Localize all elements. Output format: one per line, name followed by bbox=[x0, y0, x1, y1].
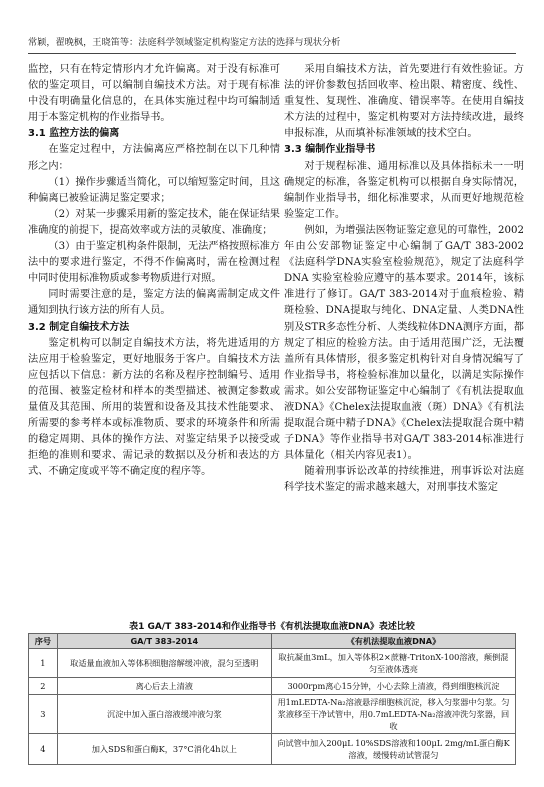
table-cell-guide: 向试管中加入200μL 10%SDS溶液和100μL 2mg/mL蛋白酶K溶液，缓慢转动试管混匀 bbox=[271, 734, 515, 765]
table-cell-no: 2 bbox=[29, 678, 58, 695]
body-paragraph: （3）由于鉴定机构条件限制，无法严格按照标准方法中的要求进行鉴定，不得不作偏离时，需在检测过程中同时使用标准物质或参考物质进行对照。 bbox=[28, 241, 280, 285]
table-cell-standard: 离心后去上清液 bbox=[57, 678, 271, 695]
body-paragraph: 随着刑事诉讼改革的持续推进，刑事诉讼对法庭科学技术鉴定的需求越来越大，对刑事技术鉴定 bbox=[284, 466, 524, 494]
table-cell-standard: 加入SDS和蛋白酶K，37°C消化4h以上 bbox=[57, 734, 271, 765]
table-cell-standard: 沉淀中加入蛋白溶液缓冲液匀浆 bbox=[57, 695, 271, 734]
table-cell-no: 1 bbox=[29, 649, 58, 678]
table-cell-no: 4 bbox=[29, 734, 58, 765]
table-header-standard: GA/T 383-2014 bbox=[57, 634, 271, 649]
body-paragraph: 对于规程标准、通用标准以及具体指标未一一明确规定的标准，各鉴定机构可以根据自身实际情况，编制作业指导书，细化标准要求，从而更好地规范检验鉴定工作。 bbox=[284, 160, 524, 220]
body-paragraph: 监控，只有在特定情形内才允许偏离。对于没有标准可依的鉴定项目，可以编制自编技术方法。对于现有标准中没有明确量化信息的，在具体实施过程中均可编制适用于本鉴定机构的作业指导书。 bbox=[28, 64, 280, 124]
table-cell-guide: 用1mLEDTA-Na₂溶液悬浮细胞核沉淀，移入匀浆器中匀浆。匀浆液移至干净试管中，用0.7mLEDTA-Na₂溶液冲洗匀浆器，回收 bbox=[271, 695, 515, 734]
body-paragraph: 鉴定机构可以制定自编技术方法，将先进适用的方法应用于检验鉴定，更好地服务于客户。自编技术方法应包括以下信息：新方法的名称及程序控制编号、适用的范围、被鉴定检材和样本的类型描述、被测定参数或量值及其范围、所用的装置和设备及其技术性能要求、所需要的参考样本或标准物质、要求的环境条件和所需的稳定周期、具体的操作方法、对鉴定结果予以接受或拒绝的准则和要求、需记录的数据以及分析和表达的方式、不确定度或平等不确定度的程序等。 bbox=[28, 337, 280, 478]
table-row bbox=[29, 649, 516, 678]
left-column bbox=[28, 62, 280, 480]
section-heading: 3.2 制定自编技术方法 bbox=[28, 321, 130, 333]
header-rule bbox=[28, 53, 516, 54]
table-row bbox=[29, 734, 516, 765]
body-paragraph: （1）操作步骤适当简化，可以缩短鉴定时间，且这种偏离已被验证满足鉴定要求； bbox=[28, 176, 280, 204]
comparison-table bbox=[28, 633, 516, 765]
section-heading: 3.1 监控方法的偏离 bbox=[28, 128, 120, 140]
body-paragraph: 采用自编技术方法，首先要进行有效性验证。方法的评价参数包括回收率、检出限、精密度、线性、重复性、复现性、准确度、错误率等。在使用自编技术方法的过程中，鉴定机构要对方法持续改进，最终申报标准，从而填补标准领域的技术空白。 bbox=[284, 64, 524, 140]
table-header-no: 序号 bbox=[29, 634, 58, 649]
table-cell-standard: 取适量血液加入等体积细胞溶解缓冲液，混匀至透明 bbox=[57, 649, 271, 678]
table-cell-guide: 取抗凝血3mL，加入等体积2×蔗糖-TritonX-100溶液，颠倒混匀至液体透亮 bbox=[271, 649, 515, 678]
table-caption: 表1 GA/T 383-2014和作业指导书《有机法提取血液DNA》表述比较 bbox=[129, 622, 415, 632]
table-cell-guide: 3000rpm离心15分钟，小心去除上清液，得到细胞核沉淀 bbox=[271, 678, 515, 695]
section-heading: 3.3 编制作业指导书 bbox=[284, 144, 376, 156]
body-paragraph: （2）对某一步骤采用新的鉴定技术，能在保证结果准确度的前提下，提高效率或方法的灵敏度、准确度； bbox=[28, 208, 280, 236]
table-row bbox=[29, 695, 516, 734]
right-column bbox=[284, 62, 524, 497]
body-paragraph: 例如，为增强法医物证鉴定意见的可靠性，2002年由公安部物证鉴定中心编制了GA/T 383-2002《法庭科学DNA实验室检验规范》，规定了法庭科学DNA 实验室检验应遵守的基本要求。2014年，该标准进行了修订。GA/T 383-2014对于血痕检验、精斑检验、DNA提取与纯化、DNA定量、人类DNA性别及STR多态性分析、人类线粒体DNA测序方面，都规定了相应的检验方法。由于适用范围广泛，无法覆盖所有具体情形，很多鉴定机构针对自身情况编写了作业指导书，将检验标准加以量化，以满足实际操作需求。如公安部物证鉴定中心编制了《有机法提取血液DNA》《Chelex法提取血液（斑）DNA》《有机法提取混合斑中精子DNA》《Chelex法提取混合斑中精子DNA》等作业指导书对GA/T 383-2014标准进行具体量化（相关内容见表1）。 bbox=[284, 224, 524, 462]
table-header-row bbox=[29, 634, 516, 649]
table-row bbox=[29, 678, 516, 695]
running-header: 常颖，翟晚枫，王晓笛等：法庭科学领域鉴定机构鉴定方法的选择与现状分析 bbox=[28, 37, 341, 48]
table-cell-no: 3 bbox=[29, 695, 58, 734]
body-paragraph: 在鉴定过程中，方法偏离应严格控制在以下几种情形之内： bbox=[28, 144, 280, 172]
body-paragraph: 同时需要注意的是，鉴定方法的偏离需制定成文件通知到执行该方法的所有人员。 bbox=[28, 289, 280, 317]
table-header-guide: 《有机法提取血液DNA》 bbox=[271, 634, 515, 649]
